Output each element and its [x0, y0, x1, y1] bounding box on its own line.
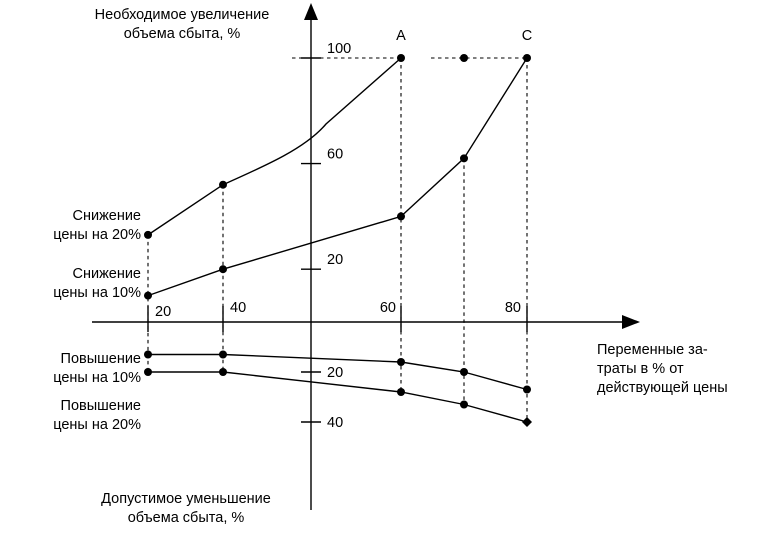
y-axis-arrow: [304, 3, 318, 20]
x-title: Переменные за-: [597, 342, 708, 358]
series-point: [522, 417, 532, 427]
series-label-4: цены на 20%: [53, 417, 141, 433]
series-point: [144, 351, 152, 359]
point-label-a: A: [396, 28, 406, 44]
series-point: [144, 292, 152, 300]
chart-text: [53, 7, 727, 526]
series-point: [523, 386, 531, 394]
axes: [92, 3, 640, 510]
x-tick-label: 80: [504, 300, 521, 316]
y-tick-label: 20: [327, 365, 344, 381]
y-tick-label: 20: [327, 252, 344, 269]
x-axis-arrow: [622, 315, 640, 329]
x-title: траты в % от: [597, 361, 684, 377]
series-point: [397, 212, 405, 220]
series-label-2: цены на 10%: [53, 285, 141, 301]
series-label-3: цены на 10%: [53, 370, 141, 386]
x-tick-label: 20: [155, 304, 172, 320]
series-point: [523, 54, 531, 62]
series-point: [219, 265, 227, 273]
series-label-1: цены на 20%: [53, 227, 141, 243]
series-label-2: Снижение: [72, 266, 141, 282]
series-point: [219, 351, 227, 359]
series-point: [144, 368, 152, 376]
y-title-top: объема сбыта, %: [123, 26, 241, 42]
series-point: [397, 388, 405, 396]
series-point: [219, 181, 227, 189]
y-title-bottom: Допустимое уменьшение: [101, 491, 271, 507]
series-point: [397, 54, 405, 62]
y-tick-label: 100: [327, 41, 352, 57]
y-title-bottom: объема сбыта, %: [127, 510, 245, 526]
series-label-3: Повышение: [60, 351, 141, 367]
x-tick-label: 40: [230, 300, 247, 316]
series-point: [144, 231, 152, 239]
y-tick-label: 40: [327, 415, 344, 431]
series-point: [460, 154, 468, 162]
x-title: действующей цены: [597, 380, 728, 396]
series-point: [397, 358, 405, 366]
point-label-c: C: [521, 28, 533, 44]
series-label-1: Снижение: [72, 208, 141, 224]
series-point: [460, 401, 468, 409]
series-point: [219, 368, 227, 376]
x-tick-label: 60: [379, 300, 396, 316]
series-line-1: [148, 58, 401, 235]
y-title-top: Необходимое увеличение: [94, 7, 270, 23]
y-tick-label: 60: [327, 146, 344, 163]
series-point: [460, 368, 468, 376]
connector-point: [460, 54, 468, 62]
series-label-4: Повышение: [60, 398, 141, 414]
